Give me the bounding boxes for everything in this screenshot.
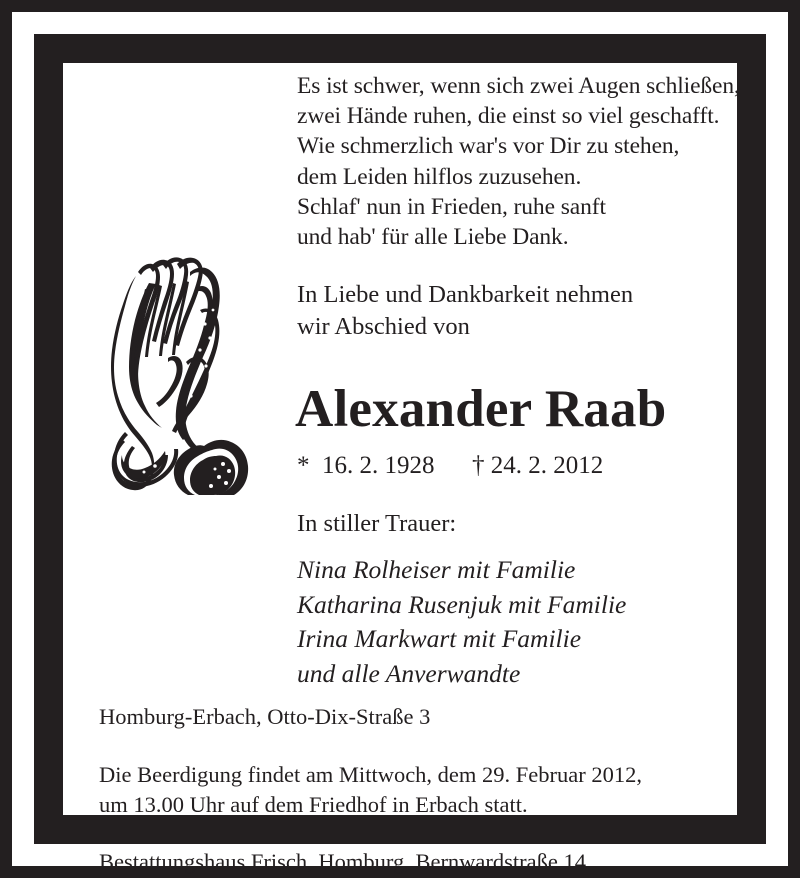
poem-line: Wie schmerzlich war's vor Dir zu stehen,	[297, 133, 680, 160]
farewell-intro	[297, 279, 797, 343]
notice-page	[63, 63, 740, 874]
mourner-line: und alle Anverwandte	[297, 658, 521, 688]
undertaker-info: Bestattungshaus Frisch, Homburg, Bernwardstraße 14	[99, 849, 587, 874]
poem-line: und hab' für alle Liebe Dank.	[297, 224, 569, 251]
mourner-line: Katharina Rusenjuk mit Familie	[297, 589, 627, 619]
notice-content	[63, 63, 800, 878]
poem-line: dem Leiden hilflos zuzusehen.	[297, 163, 582, 190]
family-address: Homburg-Erbach, Otto-Dix-Straße 3	[99, 704, 431, 729]
intro-line: wir Abschied von	[297, 313, 470, 340]
funeral-details	[99, 760, 800, 820]
memorial-poem	[297, 71, 797, 252]
life-dates: * 16. 2. 1928 † 24. 2. 2012	[297, 452, 604, 479]
poem-line: zwei Hände ruhen, die einst so viel geschafft.	[297, 103, 720, 130]
intro-line: In Liebe und Dankbarkeit nehmen	[297, 281, 634, 308]
mourners-list	[297, 553, 797, 691]
deceased-name: Alexander Raab	[295, 380, 667, 438]
funeral-line: um 13.00 Uhr auf dem Friedhof in Erbach statt.	[99, 792, 528, 817]
border-outer-gap	[12, 12, 788, 874]
mourner-line: Nina Rolheiser mit Familie	[297, 555, 576, 584]
mourning-label: In stiller Trauer:	[297, 510, 457, 537]
funeral-line: Die Beerdigung findet am Mittwoch, dem 29. Februar 2012,	[99, 762, 643, 787]
poem-line: Es ist schwer, wenn sich zwei Augen schließen,	[297, 73, 740, 99]
praying-hands-icon	[92, 250, 262, 496]
border-inner-rule	[34, 34, 766, 874]
mourner-line: Irina Markwart mit Familie	[297, 624, 582, 654]
poem-line: Schlaf' nun in Frieden, ruhe sanft	[297, 193, 606, 220]
